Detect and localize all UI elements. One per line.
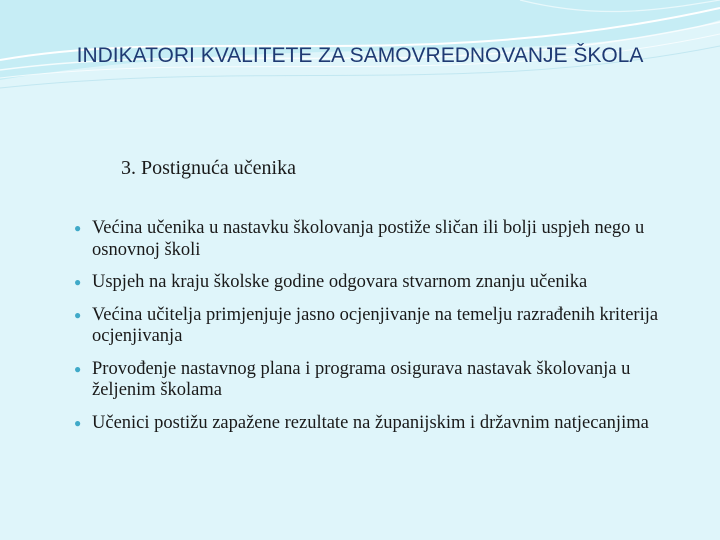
bullet-text: Učenici postižu zapažene rezultate na županijskim i državnim natjecanjima	[92, 412, 649, 433]
section-heading: 3. Postignuća učenika	[121, 157, 296, 179]
list-item	[72, 413, 672, 435]
bullet-icon: ●	[74, 307, 82, 322]
bullet-text: Većina učenika u nastavku školovanja postiže sličan ili bolji uspjeh nego u osnovnoj školi	[92, 218, 645, 260]
bullet-list	[72, 218, 672, 445]
bullet-text: Provođenje nastavnog plana i programa osigurava nastavak školovanja u željenim školama	[92, 358, 631, 400]
bullet-text: Većina učitelja primjenjuje jasno ocjenjivanje na temelju razrađenih kriterija ocjenjivanja	[92, 304, 659, 346]
list-item	[72, 305, 672, 348]
bullet-icon: ●	[74, 415, 82, 430]
bullet-text: Uspjeh na kraju školske godine odgovara stvarnom znanju učenika	[92, 272, 588, 292]
bullet-icon: ●	[74, 221, 82, 235]
bullet-icon: ●	[74, 361, 82, 376]
bullet-icon: ●	[74, 275, 82, 289]
list-item	[72, 272, 672, 294]
slide-title: INDIKATORI KVALITETE ZA SAMOVREDNOVANJE ŠKOLA	[76, 44, 644, 67]
list-item	[72, 218, 672, 261]
list-item	[72, 359, 672, 402]
